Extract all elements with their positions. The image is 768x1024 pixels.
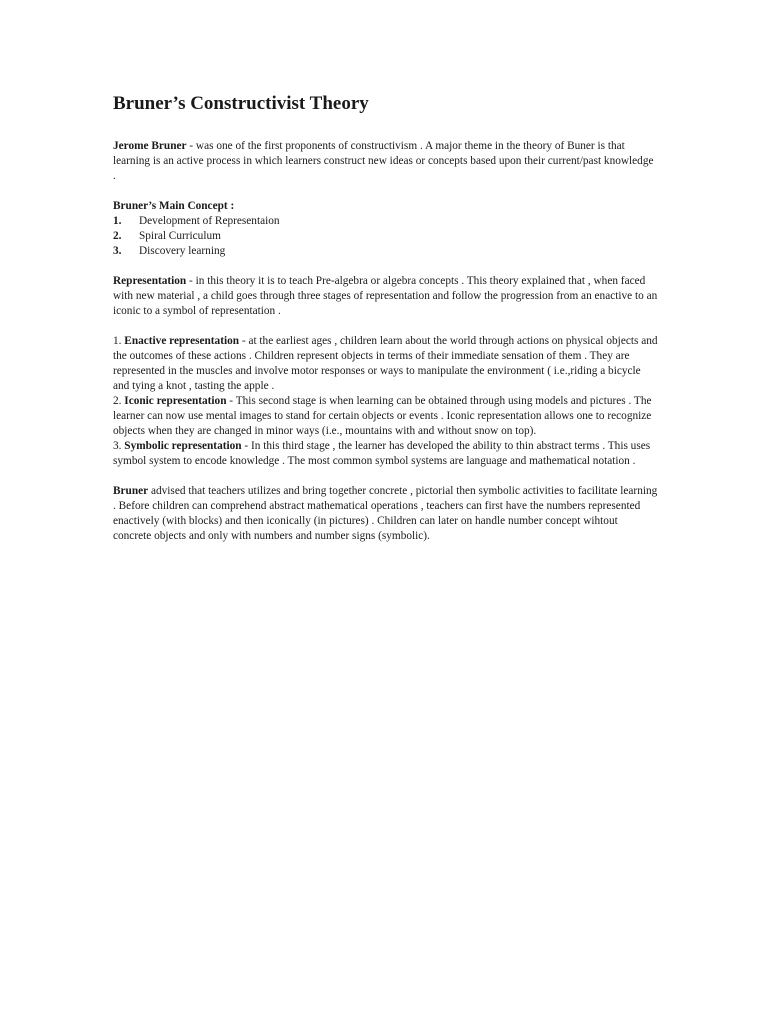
- document-body: [113, 92, 658, 544]
- main-concept-heading: Bruner’s Main Concept :: [113, 200, 235, 212]
- stage-text: - at the earliest ages , children learn about the world through actions on physical objects and the outcomes of these actions . Children represent objects in terms of their immediate sensation of them . They are represented in the muscles and involve motor responses or ways to manipulate the environment ( i.e.,riding a bicycle and tying a knot , tasting the apple .: [113, 335, 658, 392]
- document-title: Bruner’s Constructivist Theory: [113, 93, 369, 114]
- stage-symbolic: 3. Symbolic representation - In this third stage , the learner has developed the ability to thin abstract terms . This uses symbol system to encode knowledge . The most common symbol systems are language and mathematical notation .: [113, 440, 651, 467]
- stage-lead: Iconic representation: [124, 395, 227, 407]
- advice-text: advised that teachers utilizes and bring together concrete , pictorial then symbolic activities to facilitate learning . Before children can comprehend abstract mathematical operations , teachers can first have the numbers represented enactively (with blocks) and then iconically (in pictures) . Children can later on handle number concept wihtout concrete objects and only with numbers and number signs (symbolic).: [113, 485, 658, 542]
- list-item-label: Spiral Curriculum: [139, 230, 221, 242]
- representation-paragraph: [113, 274, 658, 319]
- list-item: [113, 244, 658, 259]
- stage-lead: Enactive representation: [124, 335, 240, 347]
- intro-lead: Jerome Bruner: [113, 140, 187, 152]
- list-item: [113, 229, 658, 244]
- list-item-label: Discovery learning: [139, 245, 226, 257]
- representation-text: - in this theory it is to teach Pre-algebra or algebra concepts . This theory explained that , when faced with new material , a child goes through three stages of representation and follow the progression from an enactive to an iconic to a symbol of representation .: [113, 275, 658, 317]
- advice-lead: Bruner: [113, 485, 149, 497]
- list-item-number: 2.: [113, 230, 122, 242]
- intro-text: - was one of the first proponents of constructivism . A major theme in the theory of Buner is that learning is an active process in which learners construct new ideas or concepts based upon their current/past knowledge .: [113, 140, 654, 182]
- stages-section: [113, 334, 658, 469]
- list-item: [113, 214, 658, 229]
- stage-enactive: 1. Enactive representation - at the earliest ages , children learn about the world through actions on physical objects and the outcomes of these actions . Children represent objects in terms of their immediate sensation of them . They are represented in the muscles and involve motor responses or ways to manipulate the environment ( i.e.,riding a bicycle and tying a knot , tasting the apple .: [113, 335, 658, 392]
- advice-paragraph: [113, 484, 658, 544]
- list-item-label: Development of Representaion: [139, 215, 280, 227]
- list-item-number: 1.: [113, 215, 122, 227]
- list-item-number: 3.: [113, 245, 122, 257]
- stage-text: - This second stage is when learning can be obtained through using models and pictures . The learner can now use mental images to stand for certain objects or events . Iconic representation allows one to recognize objects when they are changed in minor ways (i.e., mountains with and without snow on top).: [113, 395, 652, 437]
- representation-lead: Representation: [113, 275, 187, 287]
- intro-paragraph: [113, 139, 658, 184]
- stage-iconic: 2. Iconic representation - This second stage is when learning can be obtained through using models and pictures . The learner can now use mental images to stand for certain objects or events . Iconic representation allows one to recognize objects when they are changed in minor ways (i.e., mountains with and without snow on top).: [113, 395, 652, 437]
- stage-text: - In this third stage , the learner has developed the ability to thin abstract terms . This uses symbol system to encode knowledge . The most common symbol systems are language and mathematical notation .: [113, 440, 651, 467]
- stage-lead: Symbolic representation: [124, 440, 242, 452]
- main-concept-list: [113, 214, 658, 259]
